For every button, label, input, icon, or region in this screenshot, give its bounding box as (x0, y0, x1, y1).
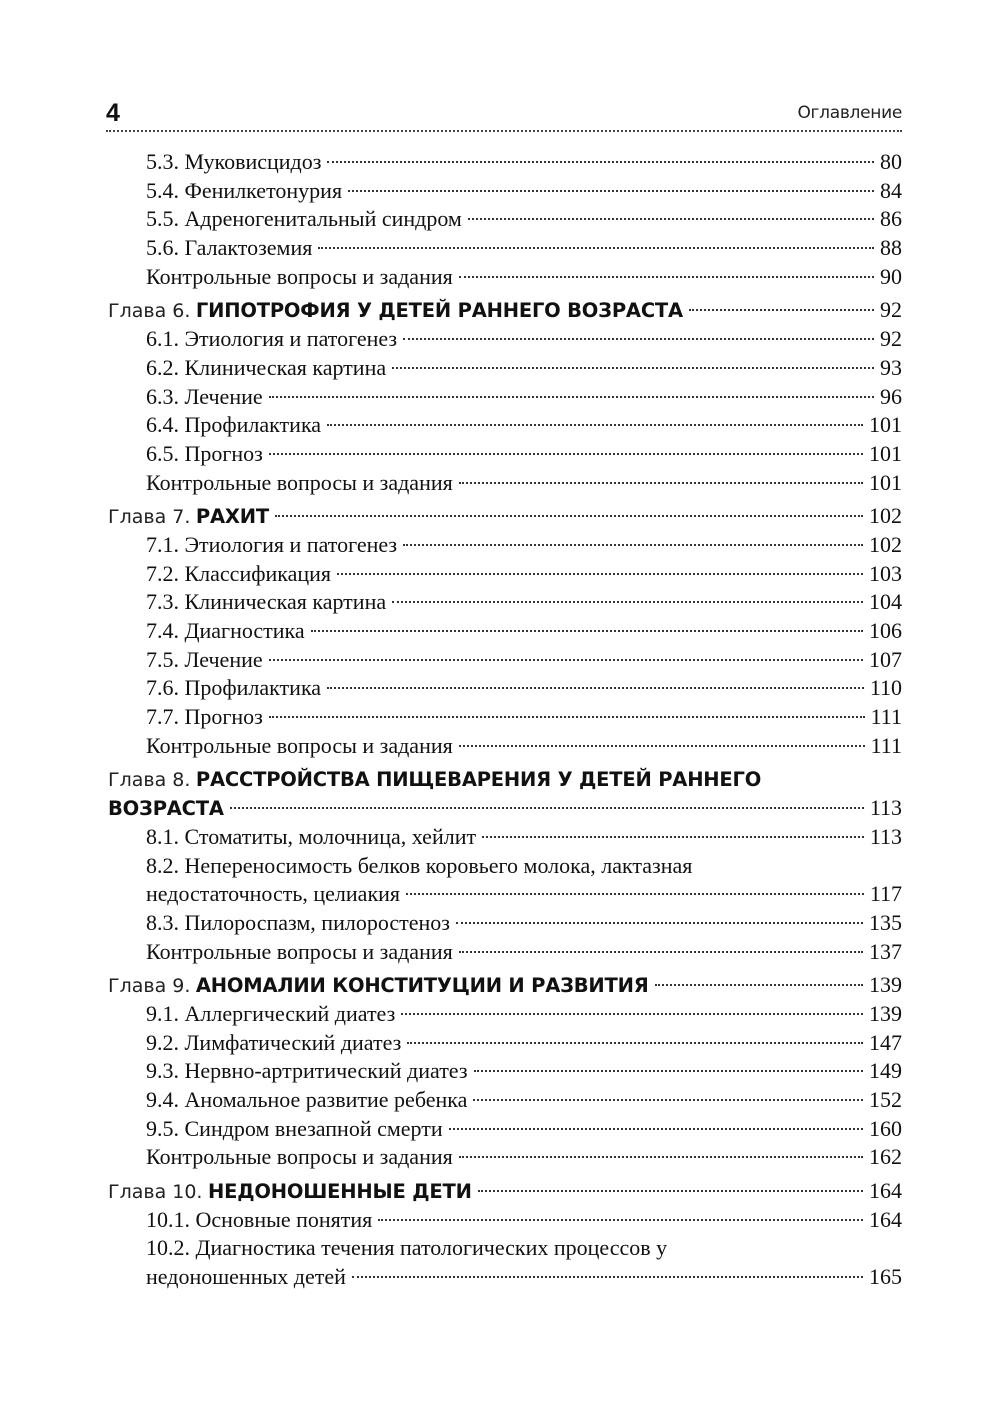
toc-entry-8-2[interactable] (108, 852, 902, 881)
toc-page-number: 110 (869, 675, 902, 701)
toc-page-number: 137 (869, 938, 902, 964)
leader-dots (327, 161, 874, 163)
leader-dots (689, 309, 874, 311)
toc-page-number: 164 (869, 1206, 902, 1232)
toc-page-number: 92 (880, 326, 902, 352)
toc-page-number: 86 (880, 206, 902, 232)
toc-chapter-9[interactable] (108, 971, 902, 1000)
toc-entry-10-2[interactable] (108, 1234, 902, 1263)
leader-dots (459, 276, 874, 278)
leader-dots (456, 922, 863, 924)
chapter-title: АНОМАЛИИ КОНСТИТУЦИИ И РАЗВИТИЯ (195, 974, 649, 998)
toc-page-number: 106 (869, 618, 902, 643)
toc-entry-6-2[interactable] (108, 354, 902, 383)
toc-entry-label: 10.1. Основные понятия (146, 1206, 373, 1232)
toc-entry-8-questions[interactable] (108, 938, 902, 967)
leader-dots (352, 1276, 863, 1278)
toc-entry-6-5[interactable] (108, 440, 902, 469)
leader-dots (403, 544, 863, 546)
leader-dots (478, 1190, 863, 1192)
leader-dots (407, 1042, 863, 1044)
toc-entry-6-4[interactable] (108, 411, 902, 440)
chapter-word: Глава 8. (108, 769, 191, 792)
chapter-word: Глава 6. (108, 300, 191, 323)
toc-entry-5-questions[interactable] (108, 263, 902, 292)
leader-dots (275, 515, 863, 517)
toc-entry-9-2[interactable] (108, 1029, 902, 1058)
leader-dots (327, 424, 863, 426)
chapter-title: ГИПОТРОФИЯ У ДЕТЕЙ РАННЕГО ВОЗРАСТА (195, 299, 683, 323)
toc-chapter-10[interactable] (108, 1177, 902, 1206)
toc-entry-label-cont: недоношенных детей (146, 1264, 346, 1290)
toc-page-number: 139 (869, 1000, 902, 1026)
toc-page-number: 111 (870, 732, 902, 758)
toc-entry-9-1[interactable] (108, 1000, 902, 1029)
toc-entry-label: 5.4. Фенилкетонурия (146, 177, 343, 203)
chapter-title: НЕДОНОШЕННЫЕ ДЕТИ (207, 1180, 472, 1204)
toc-page-number: 117 (869, 881, 902, 907)
leader-dots (269, 716, 865, 718)
toc-entry-7-6[interactable] (108, 674, 902, 703)
toc-entry-7-1[interactable] (108, 531, 902, 560)
toc-entry-label: 5.6. Галактоземия (146, 235, 313, 261)
toc-page-number: 102 (869, 531, 902, 557)
page-number: 4 (106, 99, 120, 127)
running-title: Оглавление (797, 103, 902, 123)
toc-page-number: 135 (869, 909, 902, 935)
toc-entry-7-7[interactable] (108, 703, 902, 732)
toc-entry-label: 10.2. Диагностика течения патологических процессов у (146, 1235, 668, 1261)
toc-entry-label: Контрольные вопросы и задания (146, 1144, 453, 1170)
toc-entry-label: 8.1. Стоматиты, молочница, хейлит (146, 823, 477, 849)
toc-page-number: 104 (869, 589, 902, 615)
leader-dots (392, 601, 863, 603)
toc-entry-label: 5.5. Адреногенитальный синдром (146, 206, 462, 232)
chapter-title: РАХИТ (195, 505, 269, 529)
toc-page-number: 107 (869, 646, 902, 672)
toc-entry-7-4[interactable] (108, 617, 902, 646)
toc-page-number: 93 (880, 354, 902, 380)
toc-entry-label: 9.4. Аномальное развитие ребенка (146, 1087, 468, 1112)
toc-entry-8-3[interactable] (108, 909, 902, 938)
toc-page-number: 113 (869, 823, 902, 849)
toc-entry-label: 7.2. Классификация (146, 560, 332, 586)
toc-entry-label: 9.5. Синдром внезапной смерти (146, 1115, 443, 1141)
toc-entry-label: 6.1. Этиология и патогенез (146, 326, 398, 352)
toc-page-number: 103 (869, 560, 902, 586)
leader-dots (337, 573, 863, 575)
leader-dots (401, 1013, 863, 1015)
header-rule (106, 130, 902, 132)
toc-entry-label: 6.3. Лечение (146, 383, 263, 409)
leader-dots (473, 1099, 863, 1101)
toc-page-number: 84 (880, 177, 902, 203)
toc-entry-6-questions[interactable] (108, 469, 902, 498)
toc-page-number: 149 (869, 1058, 902, 1084)
leader-dots (318, 247, 874, 249)
toc-entry-9-5[interactable] (108, 1115, 902, 1144)
chapter-title-cont: ВОЗРАСТА (108, 797, 224, 821)
toc-page-number: 113 (869, 795, 902, 821)
toc-chapter-8-cont[interactable] (108, 794, 902, 823)
toc-entry-label: 7.1. Этиология и патогенез (146, 531, 398, 557)
toc-entry-label: 9.3. Нервно-артритический диатез (146, 1058, 468, 1084)
chapter-word: Глава 10. (108, 1181, 203, 1204)
toc-entry-label: 9.2. Лимфатический диатез (146, 1029, 402, 1055)
leader-dots (474, 1070, 863, 1072)
toc-page-number: 90 (880, 263, 902, 289)
toc-entry-8-1[interactable] (108, 823, 902, 852)
leader-dots (348, 190, 874, 192)
toc-entry-7-2[interactable] (108, 560, 902, 589)
toc-page-number: 101 (869, 412, 902, 438)
leader-dots (459, 951, 863, 953)
toc-entry-label-cont: недостаточность, целиакия (146, 881, 401, 907)
leader-dots (459, 745, 865, 747)
toc-entry-9-3[interactable] (108, 1057, 902, 1086)
leader-dots (269, 659, 863, 661)
toc-entry-label: 6.5. Прогноз (146, 440, 263, 466)
toc-entry-5-6[interactable] (108, 234, 902, 263)
toc-entry-label: 5.3. Муковисцидоз (146, 149, 322, 174)
toc-page-number: 164 (869, 1178, 902, 1204)
toc-entry-label: Контрольные вопросы и задания (146, 938, 453, 964)
toc-page-number: 88 (880, 235, 902, 261)
toc-page-number: 165 (869, 1264, 902, 1290)
toc-entry-8-2-cont[interactable] (108, 880, 902, 909)
leader-dots (449, 1128, 863, 1130)
chapter-title: РАССТРОЙСТВА ПИЩЕВАРЕНИЯ У ДЕТЕЙ РАННЕГО (195, 768, 762, 792)
toc-entry-label: 8.3. Пилороспазм, пилоростеноз (146, 909, 450, 935)
leader-dots (311, 630, 863, 632)
toc-page-number: 111 (870, 704, 902, 730)
leader-dots (230, 807, 864, 809)
leader-dots (269, 396, 874, 398)
toc-entry-label: 7.5. Лечение (146, 646, 263, 672)
toc-entry-label: Контрольные вопросы и задания (146, 263, 453, 289)
toc-entry-7-3[interactable] (108, 588, 902, 617)
leader-dots (392, 367, 874, 369)
toc-entry-label: Контрольные вопросы и задания (146, 469, 453, 495)
toc-page-number: 101 (869, 469, 902, 495)
leader-dots (655, 984, 863, 986)
toc-entry-9-questions[interactable] (108, 1143, 902, 1172)
toc-page-number: 162 (869, 1144, 902, 1170)
toc-entry-10-1[interactable] (108, 1206, 902, 1235)
leader-dots (403, 338, 874, 340)
toc-chapter-8[interactable] (108, 765, 902, 794)
toc-chapter-7[interactable] (108, 502, 902, 531)
toc-entry-9-4[interactable] (108, 1086, 902, 1115)
toc-page-number: 96 (880, 383, 902, 409)
leader-dots (459, 482, 863, 484)
toc-entry-7-5[interactable] (108, 646, 902, 675)
leader-dots (269, 453, 863, 455)
toc-entry-label: 7.6. Профилактика (146, 675, 322, 701)
leader-dots (468, 218, 874, 220)
leader-dots (459, 1156, 863, 1158)
toc-entry-10-2-cont[interactable] (108, 1263, 902, 1292)
toc-entry-label: 7.3. Клиническая картина (146, 589, 387, 615)
toc-page-number: 139 (869, 972, 902, 998)
leader-dots (406, 893, 864, 895)
toc-entry-6-1[interactable] (108, 325, 902, 354)
toc-page-number: 147 (869, 1029, 902, 1055)
toc-page-number: 101 (869, 440, 902, 466)
toc-chapter-6[interactable] (108, 296, 902, 325)
toc-entry-label: 7.7. Прогноз (146, 704, 263, 730)
toc-entry-label: 6.4. Профилактика (146, 412, 322, 438)
toc-entry-7-questions[interactable] (108, 732, 902, 761)
toc-page-number: 92 (880, 297, 902, 323)
toc-entry-label: 9.1. Аллергический диатез (146, 1000, 396, 1026)
chapter-word: Глава 7. (108, 506, 191, 529)
toc-page-number: 160 (869, 1115, 902, 1141)
toc-entry-5-4[interactable] (108, 177, 902, 206)
chapter-word: Глава 9. (108, 975, 191, 998)
toc-entry-label: 6.2. Клиническая картина (146, 354, 387, 380)
page-header (106, 96, 902, 130)
table-of-contents (108, 148, 902, 1292)
toc-page-number: 152 (869, 1087, 902, 1112)
toc-entry-label: Контрольные вопросы и задания (146, 732, 453, 758)
toc-entry-5-5[interactable] (108, 205, 902, 234)
leader-dots (327, 687, 864, 689)
toc-entry-5-3[interactable] (108, 148, 902, 177)
toc-entry-label: 7.4. Диагностика (146, 618, 305, 643)
toc-page-number: 102 (869, 503, 902, 529)
leader-dots (378, 1219, 863, 1221)
toc-entry-label: 8.2. Непереносимость белков коровьего молока, лактазная (146, 852, 693, 878)
toc-entry-6-3[interactable] (108, 383, 902, 412)
leader-dots (482, 836, 864, 838)
toc-page-number: 80 (880, 149, 902, 174)
